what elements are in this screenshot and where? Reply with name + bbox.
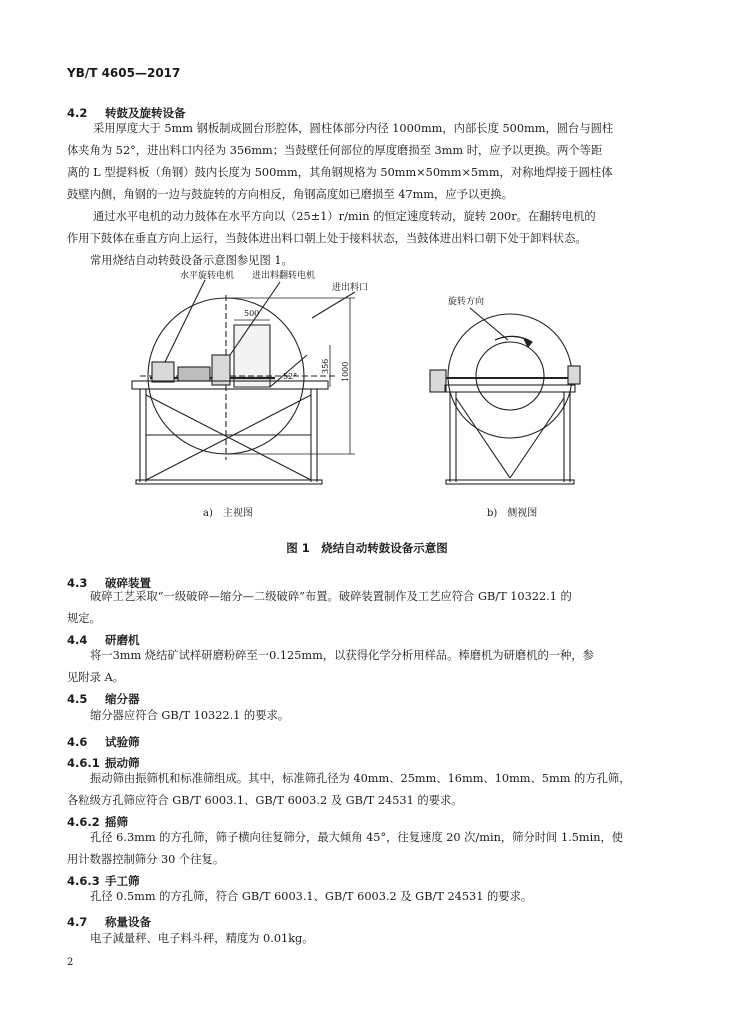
section-4-6-3-body xyxy=(90,886,655,908)
dim-356: 356 xyxy=(321,358,330,374)
text-line: 用计数器控制筛分 30 个往复。 xyxy=(67,853,225,866)
section-4-3-body xyxy=(67,586,655,630)
text-line: 各粒级方孔筛应符合 GB/T 6003.1、GB/T 6003.2 及 GB/T 24531 的要求。 xyxy=(67,794,463,807)
text-line: 规定。 xyxy=(67,612,101,625)
section-number: 4.6 xyxy=(67,735,88,749)
section-4-7-body xyxy=(90,928,655,950)
section-4-6-1-body xyxy=(67,768,655,812)
label-rotation: 旋转方向 xyxy=(448,297,485,307)
angle-line xyxy=(270,355,307,387)
section-title: 破碎装置 xyxy=(105,576,152,590)
side-bearing xyxy=(568,366,580,384)
section-title: 缩分器 xyxy=(105,692,140,706)
text-line: 常用烧结自动转鼓设备示意图参见图 1。 xyxy=(90,254,293,267)
page-number: 2 xyxy=(67,957,74,968)
section-number: 4.6.2 xyxy=(67,815,100,829)
text-line: 破碎工艺采取“一级破碎—缩分—二级破碎”布置。破碎装置制作及工艺应符合 GB/T 10322.1 的 xyxy=(90,590,572,603)
section-title: 称量设备 xyxy=(105,915,152,929)
section-4-4-body xyxy=(67,645,655,689)
dim-500: 500 xyxy=(244,309,260,318)
frame-base xyxy=(136,480,322,484)
text-line: 将一3mm 烧结矿试样研磨粉碎至一0.125mm，以获得化学分析用样品。棒磨机为研磨机的一种，参 xyxy=(90,649,594,662)
leader-line xyxy=(312,292,355,318)
text-line: 孔径 0.5mm 的方孔筛，符合 GB/T 6003.1、GB/T 6003.2 及 GB/T 24531 的要求。 xyxy=(90,890,533,903)
section-4-6-2-body xyxy=(67,827,655,871)
section-title: 研磨机 xyxy=(105,633,140,647)
section-4-6-heading xyxy=(67,734,140,750)
text-line: 电子減量秤、电子料斗秤，精度为 0.01kg。 xyxy=(90,932,314,945)
side-frame-top xyxy=(445,385,575,392)
dim-angle: 52° xyxy=(283,372,298,381)
figure-1b-caption: b) 侧视图 xyxy=(487,508,538,519)
text-line: 作用下鼓体在垂直方向上运行，当鼓体进出料口朝上处于接料状态，当鼓体进出料口朝下处于卸料状态。 xyxy=(67,232,587,245)
side-drum-circle xyxy=(448,314,572,438)
section-title: 转鼓及旋转设备 xyxy=(105,106,186,120)
section-number: 4.5 xyxy=(67,692,88,706)
label-flip-motor: 进出料翻转电机 xyxy=(252,271,316,281)
text-line: 鼓壁内侧，角钢的一边与鼓旋转的方向相反，角钢高度如已磨损至 47mm，应予以更换。 xyxy=(67,188,514,201)
dim-1000: 1000 xyxy=(341,361,350,382)
text-line: 通过水平电机的动力鼓体在水平方向以（25±1）r/min 的恒定速度转动，旋转 200r。在翻转电机的 xyxy=(93,210,596,223)
section-title: 试验筛 xyxy=(105,735,140,749)
text-line: 离的 L 型提料板（角钢）鼓内长度为 500mm，其角钢规格为 50mm×50mm×5mm，对称地焊接于圆柱体 xyxy=(67,166,613,179)
section-number: 4.6.3 xyxy=(67,874,100,888)
text-line: 缩分器应符合 GB/T 10322.1 的要求。 xyxy=(90,709,290,722)
label-port: 进出料口 xyxy=(332,283,369,293)
label-horizontal-motor: 水平旋转电机 xyxy=(180,271,235,281)
gear-box xyxy=(178,367,210,381)
side-motor xyxy=(430,370,446,392)
section-number: 4.2 xyxy=(67,106,88,120)
section-title: 手工筛 xyxy=(105,874,140,888)
section-number: 4.6.1 xyxy=(67,756,100,770)
figure-1-caption: 图 1 烧结自动转鼓设备示意图 xyxy=(286,541,448,555)
horizontal-motor xyxy=(152,362,174,382)
section-number: 4.7 xyxy=(67,915,88,929)
section-number: 4.3 xyxy=(67,576,88,590)
section-title: 摇筛 xyxy=(105,815,129,829)
standard-code: YB/T 4605—2017 xyxy=(67,66,181,80)
text-line: 采用厚度大于 5mm 钢板制成圆台形腔体，圆柱体部分内径 1000mm，内部长度 500mm，圆台与圆柱 xyxy=(93,122,614,135)
side-drum-inner xyxy=(476,342,544,410)
text-line: 振动筛由振筛机和标准筛组成。其中，标准筛孔径为 40mm、25mm、16mm、10mm、5mm 的方孔筛， xyxy=(90,772,631,785)
side-frame-base xyxy=(446,480,574,484)
side-view-drawing xyxy=(430,308,580,484)
section-4-5-body xyxy=(90,705,655,727)
text-line: 孔径 6.3mm 的方孔筛，筛子横向往复筛分，最大倾角 45°，往复速度 20 次/min，筛分时间 1.5min，使 xyxy=(90,831,624,844)
text-line: 体夹角为 52°，进出料口内径为 356mm；当鼓壁任何部位的厚度磨损至 3mm 时，应予以更换。两个等距 xyxy=(67,144,603,157)
section-number: 4.4 xyxy=(67,633,88,647)
section-title: 振动筛 xyxy=(105,756,140,770)
figure-1a-caption: a) 主视图 xyxy=(203,508,253,519)
text-line: 见附录 A。 xyxy=(67,671,124,684)
